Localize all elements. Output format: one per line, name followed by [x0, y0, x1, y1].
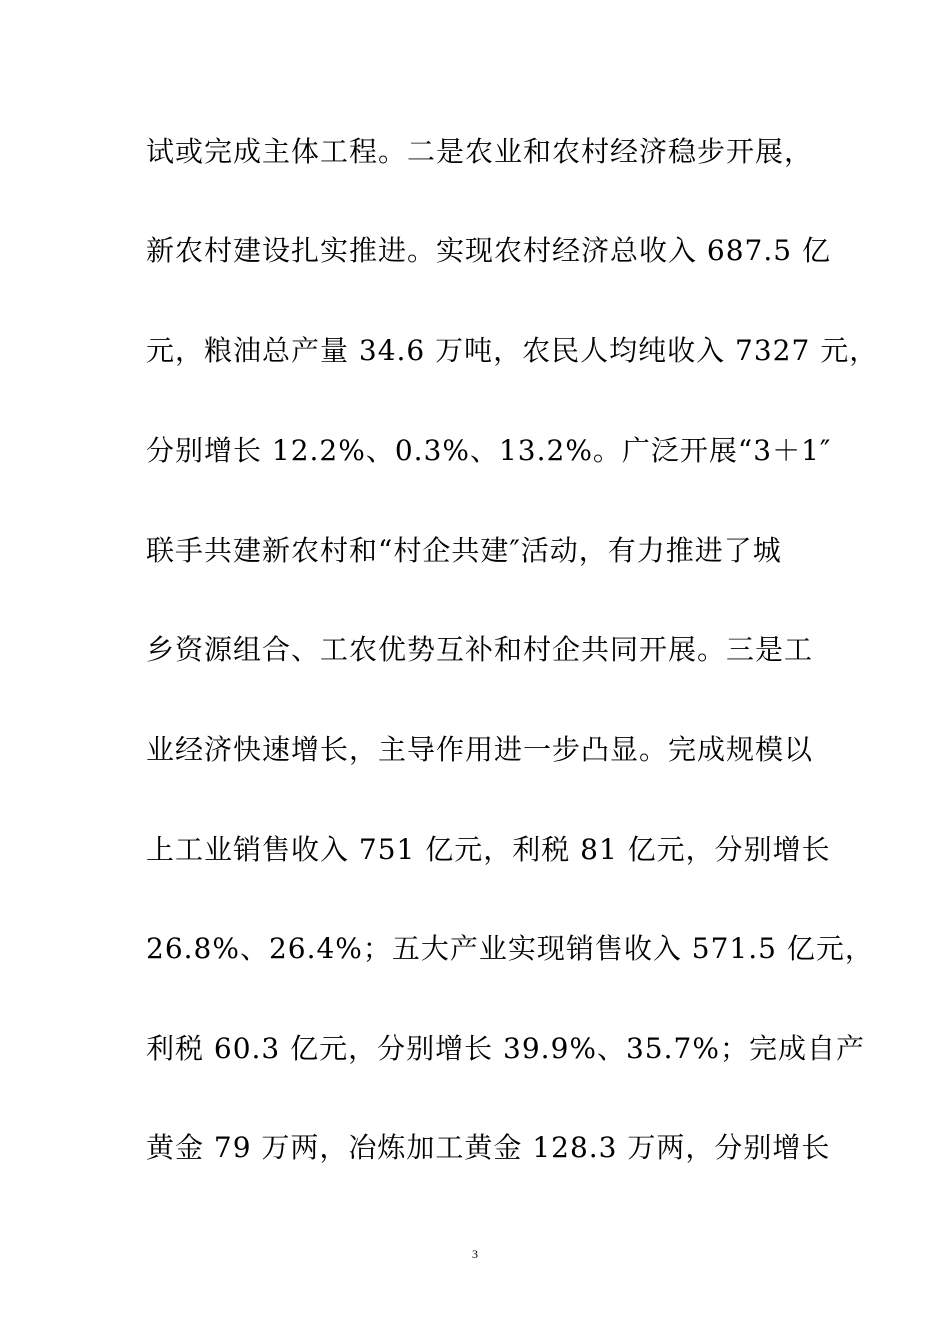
body-text-line: 新农村建设扎实推进。实现农村经济总收入 687.5 亿: [146, 234, 831, 267]
page-number: 3: [472, 1247, 478, 1261]
body-text-line: 利税 60.3 亿元，分别增长 39.9%、35.7%；完成自产: [146, 1032, 865, 1065]
body-text-line: 乡资源组合、工农优势互补和村企共同开展。三是工: [146, 633, 814, 666]
body-text-line: 业经济快速增长，主导作用进一步凸显。完成规模以: [146, 733, 814, 766]
body-text-line: 分别增长 12.2%、0.3%、13.2%。广泛开展“3＋1″: [146, 434, 832, 467]
body-text-line: 试或完成主体工程。二是农业和农村经济稳步开展，: [146, 135, 814, 168]
body-text-line: 黄金 79 万两，冶炼加工黄金 128.3 万两，分别增长: [146, 1131, 831, 1164]
body-text-line: 上工业销售收入 751 亿元，利税 81 亿元，分别增长: [146, 833, 831, 866]
body-text-line: 26.8%、26.4%；五大产业实现销售收入 571.5 亿元，: [146, 932, 874, 965]
body-text-line: 元，粮油总产量 34.6 万吨，农民人均纯收入 7327 元，: [146, 334, 879, 367]
body-text-line: 联手共建新农村和“村企共建″活动，有力推进了城: [146, 534, 782, 567]
